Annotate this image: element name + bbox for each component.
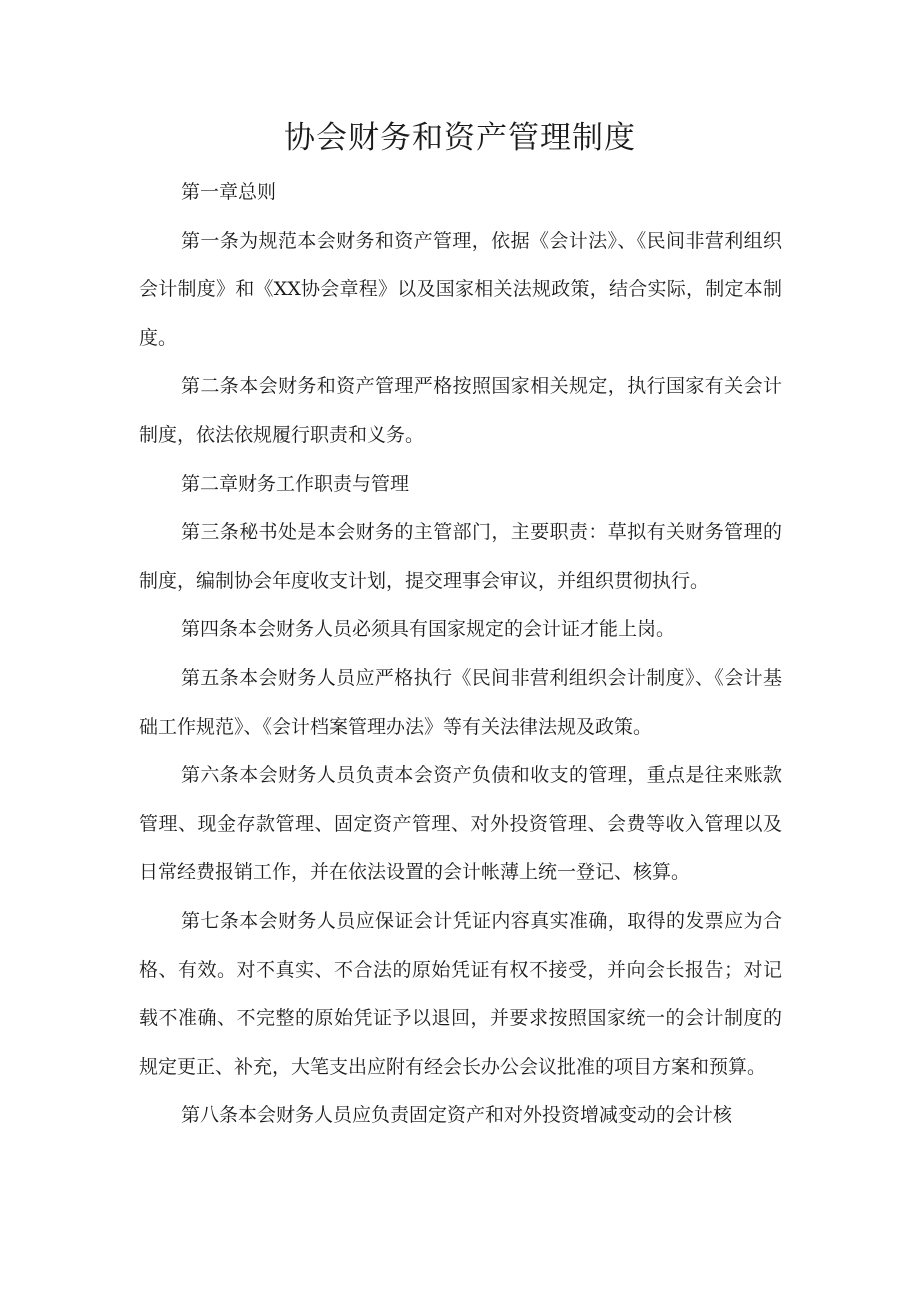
document-title: 协会财务和资产管理制度 [284, 120, 636, 156]
document-body [139, 168, 782, 1140]
article-paragraph: 第一条为规范本会财务和资产管理，依据《会计法》、《民间非营利组织会计制度》和《XX协会章程》以及国家相关法规政策，结合实际，制定本制度。 [139, 229, 782, 349]
article-paragraph: 第五条本会财务人员应严格执行《民间非营利组织会计制度》、《会计基础工作规范》、《会计档案管理办法》等有关法律法规及政策。 [139, 666, 782, 738]
article-paragraph: 第二条本会财务和资产管理严格按照国家相关规定，执行国家有关会计制度，依法依规履行职责和义务。 [139, 375, 782, 446]
chapter-heading: 第一章总则 [181, 181, 277, 203]
chapter-heading: 第二章财务工作职责与管理 [181, 472, 410, 495]
article-paragraph: 第四条本会财务人员必须具有国家规定的会计证才能上岗。 [181, 618, 676, 641]
article-paragraph: 第七条本会财务人员应保证会计凭证内容真实准确，取得的发票应为合格、有效。对不真实、不合法的原始凭证有权不接受，并向会长报告；对记载不准确、不完整的原始凭证予以退回，并要求按照国家统一的会计制度的规定更正、补充，大笔支出应附有经会长办公会议批准的项目方案和预算。 [139, 909, 782, 1078]
article-paragraph: 第六条本会财务人员负责本会资产负债和收支的管理，重点是往来账款管理、现金存款管理、固定资产管理、对外投资管理、会费等收入管理以及日常经费报销工作，并在依法设置的会计帐薄上统一登记、核算。 [139, 764, 782, 884]
article-paragraph: 第八条本会财务人员应负责固定资产和对外投资增减变动的会计核 [181, 1104, 733, 1127]
article-paragraph: 第三条秘书处是本会财务的主管部门，主要职责：草拟有关财务管理的制度，编制协会年度收支计划，提交理事会审议，并组织贯彻执行。 [139, 521, 782, 592]
